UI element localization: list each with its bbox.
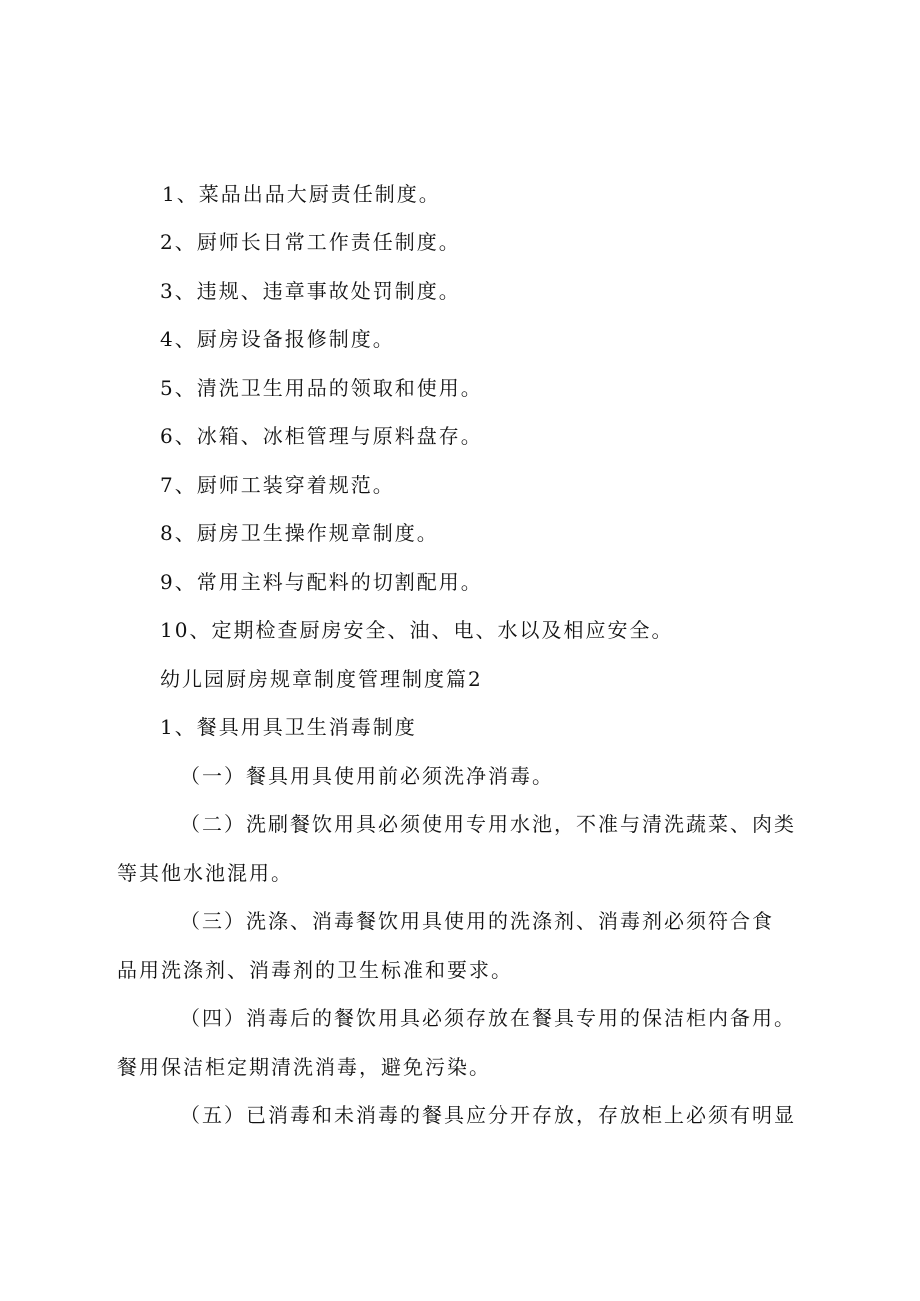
list-item: 9、常用主料与配料的切割配用。 bbox=[160, 570, 483, 594]
paragraph-line: 品用洗涤剂、消毒剂的卫生标准和要求。 bbox=[117, 958, 513, 982]
list-item: 4、厨房设备报修制度。 bbox=[160, 327, 395, 351]
paragraph-line: 等其他水池混用。 bbox=[117, 861, 293, 885]
list-item: 5、清洗卫生用品的领取和使用。 bbox=[160, 376, 483, 400]
list-item: 8、厨房卫生操作规章制度。 bbox=[160, 521, 439, 545]
list-item: 6、冰箱、冰柜管理与原料盘存。 bbox=[160, 424, 483, 448]
paragraph-line: （三）洗涤、消毒餐饮用具使用的洗涤剂、消毒剂必须符合食 bbox=[180, 909, 774, 933]
paragraph-line: （一）餐具用具使用前必须洗净消毒。 bbox=[180, 764, 554, 788]
list-item: 3、违规、违章事故处罚制度。 bbox=[160, 279, 461, 303]
subsection-title: 1、餐具用具卫生消毒制度 bbox=[160, 715, 417, 739]
paragraph-line: （二）洗刷餐饮用具必须使用专用水池，不准与清洗蔬菜、肉类 bbox=[180, 812, 796, 836]
list-item: 1、菜品出品大厨责任制度。 bbox=[162, 182, 441, 206]
paragraph-line: （四）消毒后的餐饮用具必须存放在餐具专用的保洁柜内备用。 bbox=[180, 1006, 796, 1030]
paragraph-line: 餐用保洁柜定期清洗消毒，避免污染。 bbox=[117, 1055, 491, 1079]
paragraph-line: （五）已消毒和未消毒的餐具应分开存放，存放柜上必须有明显 bbox=[180, 1103, 796, 1127]
section-title: 幼儿园厨房规章制度管理制度篇2 bbox=[160, 667, 483, 691]
list-item: 2、厨师长日常工作责任制度。 bbox=[160, 230, 461, 254]
list-item: 7、厨师工装穿着规范。 bbox=[160, 473, 395, 497]
list-item: 10、定期检查厨房安全、油、电、水以及相应安全。 bbox=[160, 618, 674, 642]
